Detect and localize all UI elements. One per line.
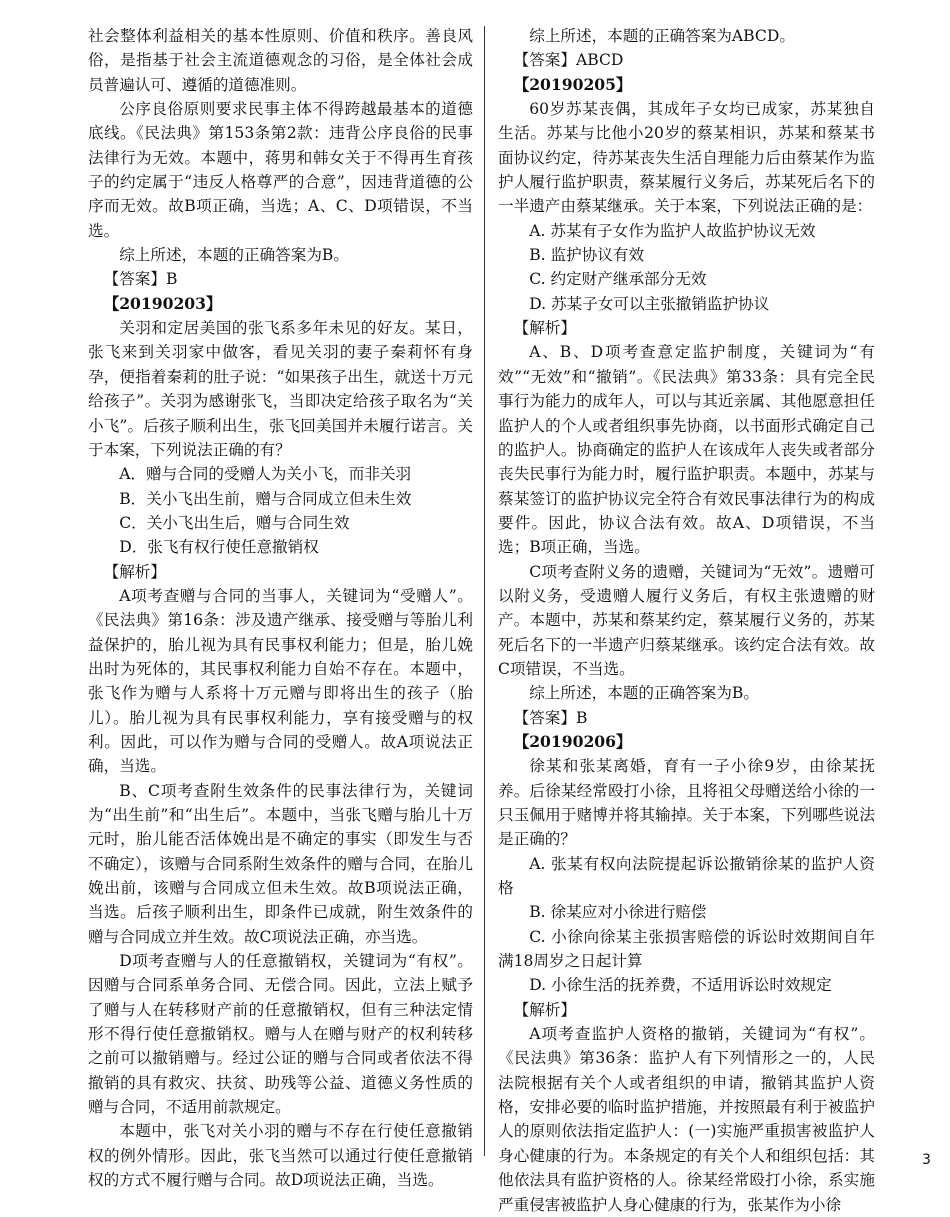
question-text: 徐某和张某离婚，育有一子小徐9岁，由徐某抚养。后徐某经常殴打小徐，且将祖父母赠送给小徐的一只玉佩用于赌博并将其输掉。关于本案，下列哪些说法是正确的？ <box>498 757 875 849</box>
column-divider <box>484 26 485 1156</box>
right-column <box>498 24 875 1217</box>
option-a: A．赠与合同的受赠人为关小飞，而非关羽 <box>119 465 412 484</box>
option-b: B. 徐某应对小徐进行赔偿 <box>529 903 707 922</box>
analysis-paragraph: 本题中，张飞对关小羽的赠与不存在行使任意撤销权的例外情形。因此，张飞当然可以通过行使任意撤销权的方式不履行赠与合同。故D项说法正确，当选。 <box>88 1122 473 1190</box>
conclusion: 综上所述，本题的正确答案为ABCD。 <box>529 27 795 45</box>
analysis-paragraph: B、C项考查附生效条件的民事法律行为，关键词为“出生前”和“出生后”。本题中，当张飞赠与胎儿十万元时，胎儿能否活体娩出是不确定的事实（即发生与否不确定），该赠与合同系附生效条件的赠与合同，在胎儿娩出前，该赠与合同成立但未生效。故B项说法正确，当选。后孩子顺利出生，即条件已成就，附生效条件的赠与合同成立并生效。故C项说法正确，亦当选。 <box>88 781 473 946</box>
option-a: A. 苏某有子女作为监护人故监护协议无效 <box>529 221 816 240</box>
option-c: C．关小飞出生后，赠与合同生效 <box>119 513 350 532</box>
question-id: 【20190203】 <box>103 293 222 313</box>
paragraph: 社会整体利益相关的基本性原则、价值和秩序。善良风俗，是指基于社会主流道德观念的习俗，是全体社会成员普遍认可、遵循的道德准则。 <box>88 27 473 94</box>
analysis-label: 【解析】 <box>513 1000 576 1019</box>
analysis-paragraph: A项考查赠与合同的当事人，关键词为“受赠人”。《民法典》第16条：涉及遗产继承、接受赠与等胎儿利益保护的，胎儿视为具有民事权利能力；但是，胎儿娩出时为死体的，其民事权利能力自始不存在。本题中，张飞作为赠与人系将十万元赠与即将出生的孩子（胎儿）。胎儿视为具有民事权利能力，享有接受赠与的权利。因此，可以作为赠与合同的受赠人。故A项说法正确，当选。 <box>88 586 473 776</box>
option-a: A. 张某有权向法院提起诉讼撤销徐某的监护人资格 <box>498 854 875 898</box>
analysis-paragraph: D项考查赠与人的任意撤销权，关键词为“有权”。因赠与合同系单务合同、无偿合同。因此，立法上赋予了赠与人在转移财产前的任意撤销权，但有三种法定情形不得行使任意撤销权。赠与人在赠与财产的权利转移之前可以撤销赠与。经过公证的赠与合同或者依法不得撤销的具有救灾、扶贫、助残等公益、道德义务性质的赠与合同，不适用前款规定。 <box>88 952 473 1117</box>
option-c: C. 小徐向徐某主张损害赔偿的诉讼时效期间自年满18周岁之日起计算 <box>498 927 875 971</box>
analysis-paragraph: C项考查附义务的遗赠，关键词为“无效”。遗赠可以附义务，受遗赠人履行义务后，有权主张遗赠的财产。本题中，苏某和蔡某约定，蔡某履行义务的，苏某死后名下的一半遗产归蔡某继承。该约定合法有效。故C项错误，不当选。 <box>498 562 875 678</box>
analysis-paragraph: A项考查监护人资格的撤销，关键词为“有权”。《民法典》第36条：监护人有下列情形之一的，人民法院根据有关个人或者组织的申请，撤销其监护人资格，安排必要的临时监护措施，并按照最有利于被监护人的原则依法指定监护人：(一)实施严重损害被监护人身心健康的行为。本条规定的有关个人和组织包括：其他依法具有监护资格的人。徐某经常殴打小徐，系实施严重侵害被监护人身心健康的行为，张某作为小徐 <box>498 1025 875 1214</box>
analysis-paragraph: A、B、D项考查意定监护制度，关键词为“有效”“无效”和“撤销”。《民法典》第33条：具有完全民事行为能力的成年人，可以与其近亲属、其他愿意担任监护人的个人或者组织事先协商，以书面形式确定自己的监护人。协商确定的监护人在该成年人丧失或者部分丧失民事行为能力时，履行监护职责。本题中，苏某与蔡某签订的监护协议完全符合有效民事法律行为的构成要件。因此，协议合法有效。故A、D项错误，不当选；B项正确，当选。 <box>498 343 875 557</box>
analysis-label: 【解析】 <box>513 319 576 338</box>
page-number: 3 <box>922 1152 931 1168</box>
answer-label: 【答案】B <box>513 708 588 727</box>
question-id: 【20190206】 <box>513 731 632 751</box>
option-c: C. 约定财产继承部分无效 <box>529 270 707 289</box>
option-d: D. 苏某子女可以主张撤销监护协议 <box>529 294 770 313</box>
paragraph: 公序良俗原则要求民事主体不得跨越最基本的道德底线。《民法典》第153条第2款：违背公序良俗的民事法律行为无效。本题中，蒋男和韩女关于不得再生育孩子的约定属于“违反人格尊严的合意”，因违背道德的公序而无效。故B项正确，当选；A、C、D项错误，不当选。 <box>88 100 473 240</box>
analysis-label: 【解析】 <box>103 562 166 581</box>
conclusion: 综上所述，本题的正确答案为B。 <box>529 684 759 703</box>
conclusion: 综上所述，本题的正确答案为B。 <box>119 246 349 265</box>
option-b: B．关小飞出生前，赠与合同成立但未生效 <box>119 489 412 508</box>
option-d: D．张飞有权行使任意撤销权 <box>119 538 319 557</box>
option-d: D. 小徐生活的抚养费，不适用诉讼时效规定 <box>529 976 832 995</box>
option-b: B. 监护协议有效 <box>529 246 645 265</box>
question-text: 60岁苏某丧偶，其成年子女均已成家，苏某独自生活。苏某与比他小20岁的蔡某相识，苏某和蔡某书面协议约定，待苏某丧失生活自理能力后由蔡某作为监护人履行监护职责，蔡某履行义务后，苏某死后名下的一半遗产由蔡某继承。关于本案，下列说法正确的是： <box>498 100 875 216</box>
question-id: 【20190205】 <box>513 74 632 94</box>
answer-label: 【答案】ABCD <box>513 51 624 70</box>
left-column <box>88 24 473 1193</box>
question-text: 关羽和定居美国的张飞系多年未见的好友。某日，张飞来到关羽家中做客，看见关羽的妻子秦莉怀有身孕，便指着秦莉的肚子说：“如果孩子出生，就送十万元给孩子”。关羽为感谢张飞，当即决定给孩子取名为“关小飞”。后孩子顺利出生，张飞回美国并未履行诺言。关于本案，下列说法正确的有？ <box>88 319 473 459</box>
answer-label: 【答案】B <box>103 270 178 289</box>
